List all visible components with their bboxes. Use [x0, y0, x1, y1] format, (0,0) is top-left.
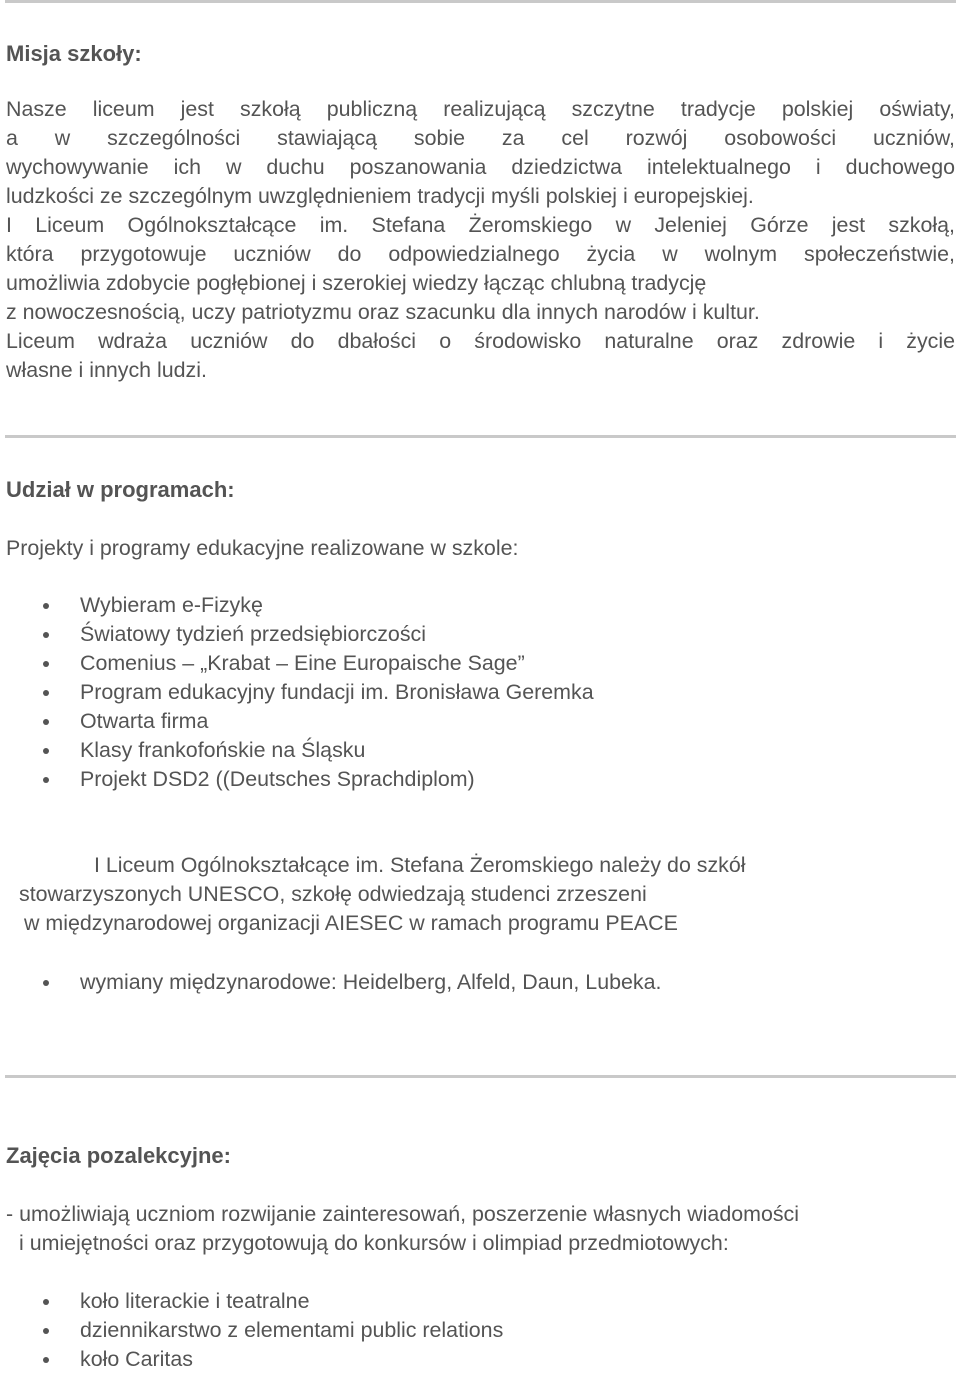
mission-line: własne i innych ludzi.: [6, 358, 207, 382]
bullet-icon: [43, 980, 49, 986]
mission-line: Nasze liceum jest szkołą publiczną realizującą szczytne tradycje polskiej oświaty,: [6, 97, 955, 121]
programs-list: [0, 591, 900, 794]
mission-line: Liceum wdraża uczniów do dbałości o środowisko naturalne oraz zdrowie i życie: [6, 329, 955, 353]
extracurricular-list: [0, 1287, 900, 1374]
bullet-icon: [43, 748, 49, 754]
bullet-icon: [43, 661, 49, 667]
unesco-line: I Liceum Ogólnokształcące im. Stefana Żeromskiego należy do szkół: [94, 853, 746, 877]
programs-intro: Projekty i programy edukacyjne realizowane w szkole:: [6, 536, 519, 560]
bullet-icon: [43, 1299, 49, 1305]
extracurricular-line: - umożliwiają uczniom rozwijanie zainteresowań, poszerzenie własnych wiadomości: [6, 1202, 799, 1226]
list-item: Klasy frankofońskie na Śląsku: [0, 736, 900, 765]
exchange-list: [0, 968, 900, 997]
section-divider: [5, 1075, 956, 1078]
programs-heading: Udział w programach:: [6, 477, 235, 502]
list-item: dziennikarstwo z elementami public relations: [0, 1316, 900, 1345]
list-item: Wybieram e-Fizykę: [0, 591, 900, 620]
mission-line: która przygotowuje uczniów do odpowiedzialnego życia w wolnym społeczeństwie,: [6, 242, 955, 266]
list-item: Światowy tydzień przedsiębiorczości: [0, 620, 900, 649]
bullet-icon: [43, 719, 49, 725]
mission-paragraph: [6, 95, 955, 385]
list-item: Program edukacyjny fundacji im. Bronisława Geremka: [0, 678, 900, 707]
mission-line: wychowywanie ich w duchu poszanowania dziedzictwa intelektualnego i duchowego: [6, 155, 955, 179]
bullet-icon: [43, 1357, 49, 1363]
mission-line: ludzkości ze szczególnym uwzględnieniem tradycji myśli polskiej i europejskiej.: [6, 184, 754, 208]
extracurricular-line: i umiejętności oraz przygotowują do konkursów i olimpiad przedmiotowych:: [19, 1231, 729, 1255]
list-item: Otwarta firma: [0, 707, 900, 736]
list-item: Projekt DSD2 ((Deutsches Sprachdiplom): [0, 765, 900, 794]
top-divider: [5, 0, 956, 3]
mission-heading: Misja szkoły:: [6, 41, 142, 66]
bullet-icon: [43, 777, 49, 783]
mission-line: a w szczególności stawiającą sobie za cel rozwój osobowości uczniów,: [6, 126, 955, 150]
bullet-icon: [43, 603, 49, 609]
mission-line: umożliwia zdobycie pogłębionej i szerokiej wiedzy łącząc chlubną tradycję: [6, 271, 707, 295]
list-item: koło Caritas: [0, 1345, 900, 1374]
bullet-icon: [43, 690, 49, 696]
list-item: wymiany międzynarodowe: Heidelberg, Alfeld, Daun, Lubeka.: [0, 968, 900, 997]
bullet-icon: [43, 1328, 49, 1334]
list-item: koło literackie i teatralne: [0, 1287, 900, 1316]
unesco-line: stowarzyszonych UNESCO, szkołę odwiedzają studenci zrzeszeni: [19, 882, 647, 906]
extracurricular-heading: Zajęcia pozalekcyjne:: [6, 1143, 231, 1168]
bullet-icon: [43, 632, 49, 638]
mission-line: I Liceum Ogólnokształcące im. Stefana Żeromskiego w Jeleniej Górze jest szkołą,: [6, 213, 955, 237]
section-divider: [5, 435, 956, 438]
list-item: Comenius – „Krabat – Eine Europaische Sage”: [0, 649, 900, 678]
unesco-line: w międzynarodowej organizacji AIESEC w ramach programu PEACE: [24, 911, 678, 935]
mission-line: z nowoczesnością, uczy patriotyzmu oraz szacunku dla innych narodów i kultur.: [6, 300, 760, 324]
